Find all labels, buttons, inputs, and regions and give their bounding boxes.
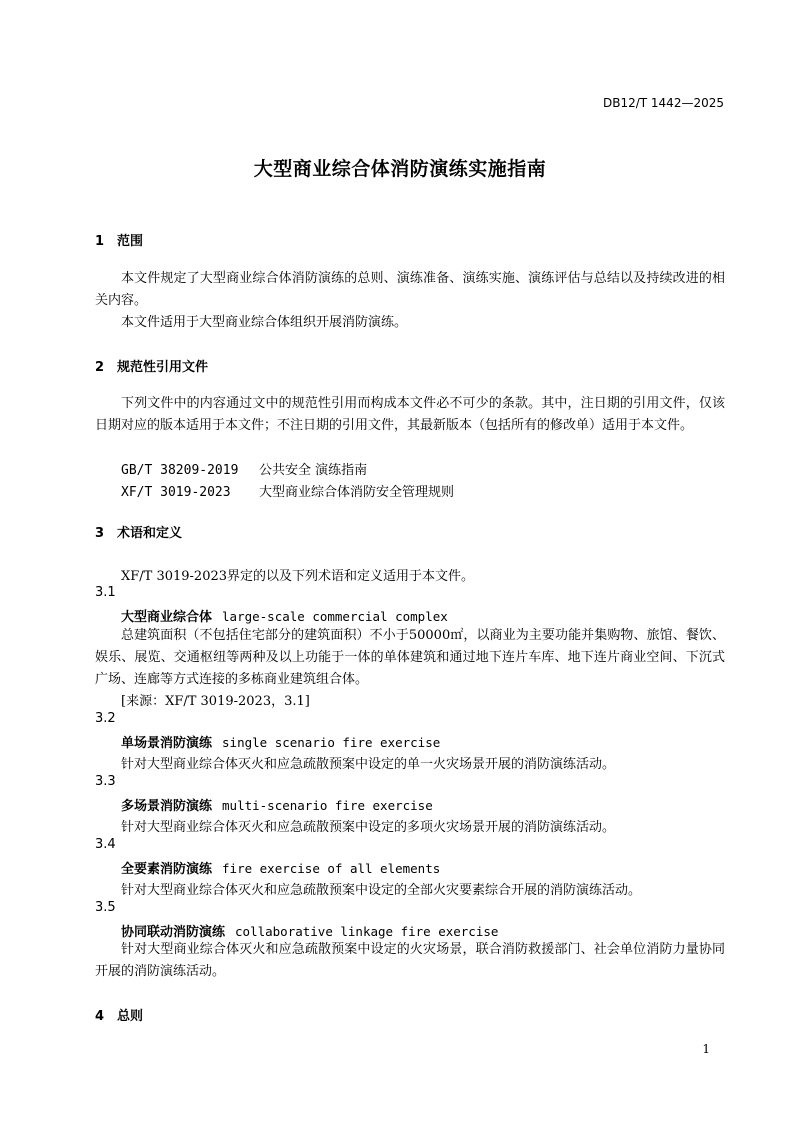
- term-english: large-scale commercial complex: [222, 609, 448, 624]
- term-definition: 针对大型商业综合体灭火和应急疏散预案中设定的火灾场景，联合消防救援部门、社会单位消防力量协同开展的消防演练活动。: [95, 942, 725, 979]
- term-definition: 针对大型商业综合体灭火和应急疏散预案中设定的多项火灾场景开展的消防演练活动。: [121, 820, 616, 835]
- section-number: 2: [95, 360, 105, 375]
- term-english: multi-scenario fire exercise: [222, 798, 433, 813]
- section-1-paragraph-2: 本文件适用于大型商业综合体组织开展消防演练。: [121, 315, 408, 330]
- section-title: 术语和定义: [117, 526, 183, 541]
- term-entry: [121, 732, 440, 751]
- reference-name: 公共安全 演练指南: [259, 463, 368, 478]
- normative-reference: [121, 459, 367, 478]
- section-number: 1: [95, 234, 105, 249]
- clause-number: 3.5: [95, 900, 116, 915]
- section-1-heading: [95, 230, 143, 249]
- section-4-heading: [95, 1005, 143, 1024]
- term-chinese: 多场景消防演练: [121, 799, 213, 814]
- document-number: DB12/T 1442—2025: [602, 96, 724, 110]
- section-title: 规范性引用文件: [117, 360, 209, 375]
- term-chinese: 单场景消防演练: [121, 736, 213, 751]
- section-2-paragraph-1: 下列文件中的内容通过文中的规范性引用而构成本文件必不可少的条款。其中，注日期的引用文件，仅该日期对应的版本适用于本文件；不注日期的引用文件，其最新版本（包括所有的修改单）适用于本文件。: [95, 396, 725, 433]
- clause-number: 3.2: [95, 711, 116, 726]
- section-3-heading: [95, 522, 182, 541]
- term-entry: [121, 606, 448, 625]
- term-entry: [121, 858, 440, 877]
- section-title: 范围: [117, 234, 144, 249]
- page-number: 1: [702, 1042, 710, 1056]
- term-english: fire exercise of all elements: [222, 861, 441, 876]
- page-title: 大型商业综合体消防演练实施指南: [253, 158, 547, 180]
- term-definition: 针对大型商业综合体灭火和应急疏散预案中设定的单一火灾场景开展的消防演练活动。: [121, 757, 616, 772]
- term-entry: [121, 795, 433, 814]
- reference-name: 大型商业综合体消防安全管理规则: [259, 485, 455, 500]
- section-1-paragraph-1: 本文件规定了大型商业综合体消防演练的总则、演练准备、演练实施、演练评估与总结以及持续改进的相关内容。: [95, 271, 725, 308]
- term-chinese: 全要素消防演练: [121, 862, 213, 877]
- term-english: collaborative linkage fire exercise: [235, 924, 499, 939]
- section-number: 4: [95, 1009, 105, 1024]
- section-title: 总则: [117, 1009, 144, 1024]
- reference-code: XF/T 3019-2023: [121, 485, 231, 500]
- reference-code: GB/T 38209-2019: [121, 463, 239, 478]
- term-entry: [121, 921, 498, 940]
- term-english: single scenario fire exercise: [222, 735, 441, 750]
- normative-reference: [121, 481, 454, 500]
- clause-number: 3.1: [95, 585, 116, 600]
- term-definition: 针对大型商业综合体灭火和应急疏散预案中设定的全部火灾要素综合开展的消防演练活动。: [121, 883, 642, 898]
- term-chinese: 大型商业综合体: [121, 610, 213, 625]
- section-2-heading: [95, 356, 208, 375]
- section-3-intro: XF/T 3019-2023界定的以及下列术语和定义适用于本文件。: [121, 569, 475, 584]
- clause-number: 3.3: [95, 774, 116, 789]
- term-definition: 总建筑面积（不包括住宅部分的建筑面积）不小于50000㎡，以商业为主要功能并集购物、旅馆、餐饮、娱乐、展览、交通枢纽等两种及以上功能于一体的单体建筑和通过地下连片车库、地下连片商业空间、下沉式广场、连廊等方式连接的多栋商业建筑组合体。: [95, 628, 725, 687]
- section-number: 3: [95, 526, 105, 541]
- term-chinese: 协同联动消防演练: [121, 925, 226, 940]
- clause-number: 3.4: [95, 837, 116, 852]
- term-source: [来源：XF/T 3019-2023，3.1]: [121, 694, 310, 709]
